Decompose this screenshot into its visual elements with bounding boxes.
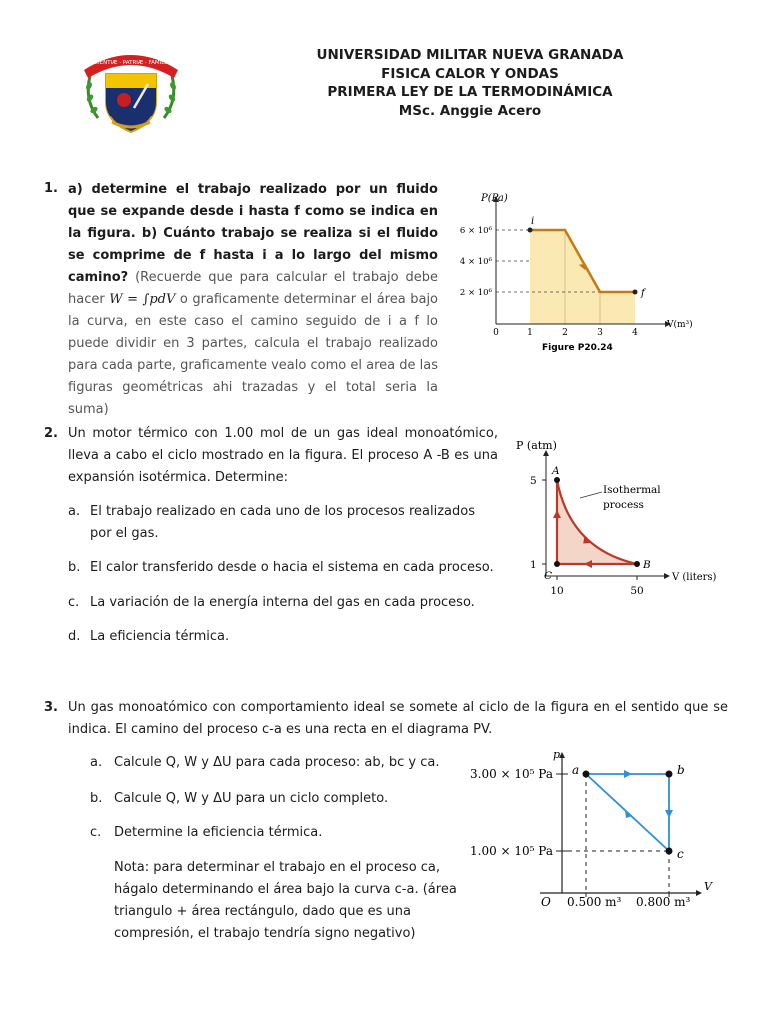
figure-pv-cycle [466,748,724,916]
question-3-number: 3. [44,700,58,715]
x-axis-label: V [704,880,712,893]
point-i [528,228,533,233]
item-text: Calcule Q, W y ΔU para cada proceso: ab, bc y ca. [114,755,440,770]
x-tick-10: 10 [550,585,564,597]
item-letter: b. [68,560,81,575]
x-tick: 2 [562,328,568,338]
question-1-note-a: (Recuerde que para calcular el trabajo debe hacer [68,270,438,307]
p-low-label: 1.00 × 10⁵ Pa [470,844,553,858]
x-axis-label: V (liters) [672,572,717,583]
y-axis-label: P (atm) [516,439,557,452]
instructor-name: MSc. Anggie Acero [398,102,542,119]
question-2-item-d [68,626,498,648]
item-text: La eficiencia térmica. [90,629,230,644]
question-3-item-b [90,788,450,810]
y-tick-5: 5 [530,475,537,487]
point-c [554,561,560,567]
y-axis-label: P(Pa) [481,193,508,204]
question-2-text: Un motor térmico con 1.00 mol de un gas ideal monoatómico, lleva a cabo el ciclo mostrado en la figura. El proceso A -B es una expansión isotérmica. Determine: [68,426,498,485]
item-letter: c. [90,825,102,840]
area-under-curve [530,230,635,324]
item-text: Calcule Q, W y ΔU para un ciclo completo. [114,791,389,806]
item-letter: a. [90,755,103,770]
item-letter: b. [90,791,103,806]
x-axis-label: V(m³) [667,320,693,330]
label-a: A [552,465,560,477]
question-3-text: Un gas monoatómico con comportamiento ideal se somete al ciclo de la figura en el sentido que se indica. El camino del proceso c-a es una recta en el diagrama PV. [68,700,728,737]
question-1-number: 1. [44,181,58,196]
question-1-prompt: a) determine el trabajo realizado por un fluido que se expande desde i hasta f como se indica en la figura. b) Cuánto trabajo se realiza si el fluido se comprime de f hasta i a lo largo del mismo camino? [68,182,438,285]
process-label: process [603,499,644,511]
item-letter: a. [68,504,81,519]
point-b [666,771,673,778]
logo-motto: SCIENTIÆ · PATRIÆ · FAMILIÆ [90,60,172,66]
figure-p20-24 [455,188,705,356]
point-b [634,561,640,567]
v-high-label: 0.800 m³ [636,895,691,909]
question-2-item-c [68,592,498,614]
item-text: El trabajo realizado en cada uno de los procesos realizados por el gas. [90,504,475,541]
y-tick-1: 1 [530,559,537,571]
x-tick: 1 [527,328,533,338]
x-tick: 0 [493,328,499,338]
point-c [666,848,673,855]
figure-isothermal-cycle [508,434,718,610]
x-tick: 4 [632,328,638,338]
point-a [583,771,590,778]
origin-label: O [541,895,551,909]
figure-caption: Figure P20.24 [542,343,613,353]
y-axis-label: p [552,748,560,761]
question-2-number: 2. [44,426,58,441]
label-b: B [643,559,651,571]
label-i: i [531,216,535,227]
label-a: a [572,763,580,777]
university-logo [76,40,186,140]
point-f [633,290,638,295]
question-3-note: Nota: para determinar el trabajo en el proceso ca, hágalo determinando el área bajo la curva c-a. (área triangulo + área rectángulo, dado que es una compresión, el trabajo tendría signo negativo) [114,860,457,941]
x-tick: 3 [597,328,603,338]
document-header [210,46,730,120]
y-tick: 4 × 10⁶ [459,257,492,267]
item-letter: c. [68,595,80,610]
label-b: b [677,763,685,777]
question-1-text [68,179,438,421]
item-text: La variación de la energía interna del gas en cada proceso. [90,595,475,610]
university-name: UNIVERSIDAD MILITAR NUEVA GRANADA [316,47,624,63]
label-c: c [677,847,684,861]
course-name: FISICA CALOR Y ONDAS [381,65,559,82]
question-1-note-b: o graficamente determinar el área bajo la curva, en este caso el camino seguido de i a f lo puede dividir en 3 partes, calcula el trabajo realizado para cada parte, graficamente vealo como el area de las figuras geométricas ahi trazadas y el total seria la suma) [68,292,439,417]
item-letter: d. [68,629,81,644]
question-2-item-b [68,557,498,579]
y-tick: 6 × 10⁶ [459,226,492,236]
label-f: f [641,288,645,299]
item-text: El calor transferido desde o hacia el sistema en cada proceso. [90,560,494,575]
point-a [554,477,560,483]
y-tick: 2 × 10⁶ [459,288,492,298]
item-text: Determine la eficiencia térmica. [114,825,323,840]
topic-title: PRIMERA LEY DE LA TERMODINÁMICA [327,84,613,100]
question-3-item-a [90,752,450,774]
p-high-label: 3.00 × 10⁵ Pa [470,767,553,781]
isothermal-label: Isothermal [603,484,661,496]
v-low-label: 0.500 m³ [567,895,622,909]
label-c: C [544,570,553,582]
work-formula: W = ∫pdV [109,292,176,307]
x-tick-50: 50 [630,585,644,597]
question-3-item-c [90,822,450,844]
question-2-item-a [68,501,498,545]
